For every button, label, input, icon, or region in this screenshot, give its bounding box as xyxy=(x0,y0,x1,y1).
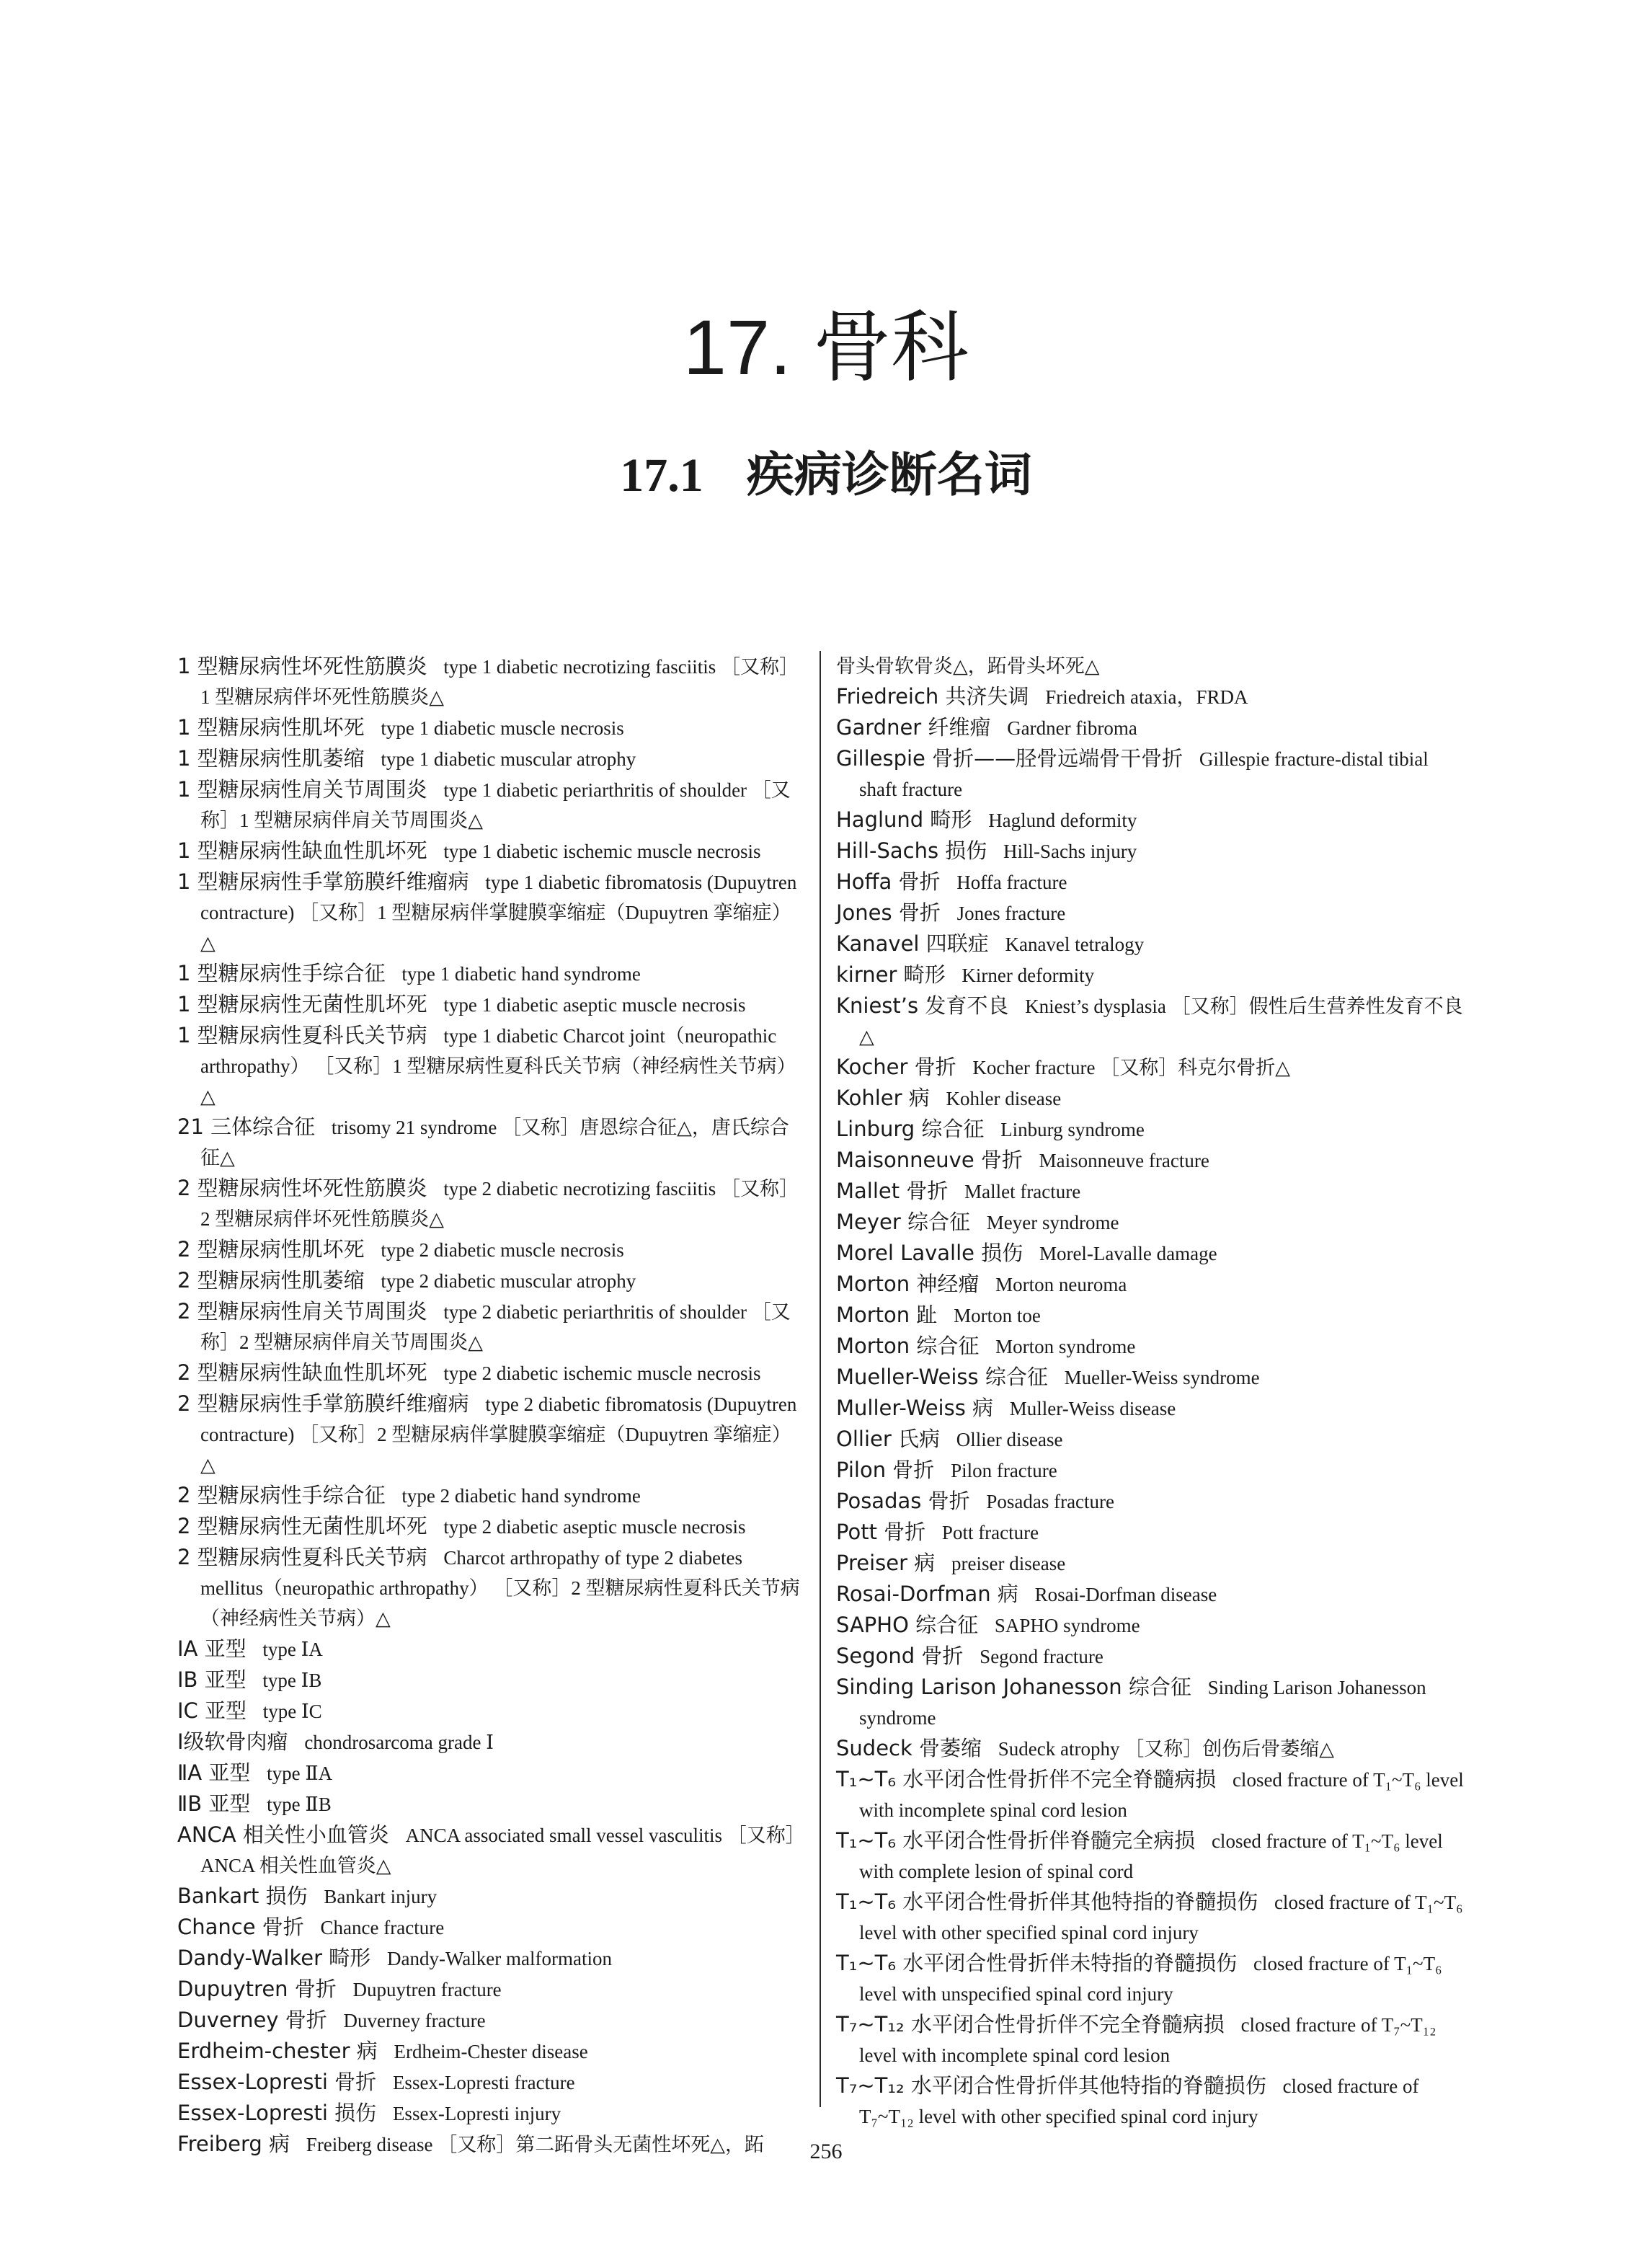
glossary-entry xyxy=(836,1083,1470,1114)
glossary-entry xyxy=(836,1393,1470,1424)
glossary-entry xyxy=(177,1234,806,1265)
entry-english: type 2 diabetic muscular atrophy xyxy=(381,1270,636,1292)
glossary-entry xyxy=(836,1825,1470,1887)
entry-english: Sudeck atrophy xyxy=(998,1738,1120,1760)
entry-term: ⅡA 亚型 xyxy=(177,1760,251,1785)
glossary-entry xyxy=(836,1455,1470,1486)
entry-note: ［又称］1 型糖尿病伴坏死性筋膜炎△ xyxy=(200,656,799,708)
entry-note: ［又称］2 型糖尿病伴掌腱膜挛缩症（Dupuytren 挛缩症）△ xyxy=(200,1424,791,1476)
entry-term: Linburg 综合征 xyxy=(836,1117,985,1141)
glossary-entry xyxy=(177,866,806,958)
entry-term: Haglund 畸形 xyxy=(836,807,972,832)
entry-term: 1 型糖尿病性无菌性肌坏死 xyxy=(177,992,427,1016)
glossary-entry xyxy=(836,835,1470,866)
entry-note: ［又称］2 型糖尿病伴肩关节周围炎△ xyxy=(200,1301,791,1353)
entry-english: preiser disease xyxy=(951,1553,1066,1574)
entry-english: Linburg syndrome xyxy=(1000,1119,1145,1140)
entry-term: 2 型糖尿病性肩关节周围炎 xyxy=(177,1299,427,1324)
right-column xyxy=(836,651,1470,2132)
glossary-entry xyxy=(836,959,1470,990)
glossary-entry xyxy=(836,990,1470,1052)
glossary-entry xyxy=(177,1727,806,1758)
glossary-entry xyxy=(836,1641,1470,1672)
glossary-entry xyxy=(836,897,1470,928)
entry-term: Chance 骨折 xyxy=(177,1915,304,1939)
entry-english: Pott fracture xyxy=(941,1522,1039,1543)
glossary-entry xyxy=(177,1511,806,1542)
entry-term: T₁~T₆ 水平闭合性骨折伴其他特指的脊髓损伤 xyxy=(836,1889,1258,1914)
entry-term: 1 型糖尿病性肩关节周围炎 xyxy=(177,777,427,802)
entry-english: Morton toe xyxy=(954,1305,1041,1326)
glossary-entry xyxy=(177,1881,806,1912)
entry-term: T₁~T₆ 水平闭合性骨折伴脊髓完全病损 xyxy=(836,1828,1196,1853)
entry-term: Mallet 骨折 xyxy=(836,1179,949,1203)
glossary-entry xyxy=(177,1943,806,1974)
entry-term: SAPHO 综合征 xyxy=(836,1613,979,1637)
entry-term: 1 型糖尿病性缺血性肌坏死 xyxy=(177,838,427,863)
glossary-entry xyxy=(836,1887,1470,1948)
entry-english: Freiberg disease xyxy=(306,2134,433,2155)
entry-term: Hill-Sachs 损伤 xyxy=(836,838,987,863)
glossary-entry xyxy=(836,1362,1470,1393)
entry-note: ［又称］唐恩综合征△，唐氏综合征△ xyxy=(200,1117,789,1169)
glossary-entry xyxy=(177,1974,806,2005)
section-name: 疾病诊断名词 xyxy=(746,449,1032,502)
entry-note: ［又称］创伤后骨萎缩△ xyxy=(1124,1738,1334,1760)
section-title xyxy=(0,436,1652,505)
entry-english: Charcot arthropathy of type 2 diabetes mellitus（neuropathic arthropathy） xyxy=(200,1547,743,1599)
glossary-entry xyxy=(836,866,1470,897)
glossary-entry xyxy=(836,1238,1470,1269)
glossary-entry xyxy=(177,1912,806,1943)
entry-term: Dandy-Walker 畸形 xyxy=(177,1946,371,1970)
entry-term: 2 型糖尿病性肌萎缩 xyxy=(177,1268,365,1293)
entry-term: ANCA 相关性小血管炎 xyxy=(177,1822,389,1847)
entry-english: Sinding Larison Johanesson syndrome xyxy=(859,1677,1426,1729)
entry-english: Dupuytren fracture xyxy=(352,1979,502,2000)
entry-term: Meyer 综合征 xyxy=(836,1210,971,1234)
entry-english: type ⅡA xyxy=(267,1763,333,1784)
entry-english: type 1 diabetic muscle necrosis xyxy=(381,717,624,739)
entry-term: Friedreich 共济失调 xyxy=(836,684,1029,709)
entry-english: Essex-Lopresti fracture xyxy=(392,2072,575,2093)
entry-term: Bankart 损伤 xyxy=(177,1884,308,1908)
entry-english: closed fracture of T₁~T₆ level with unspecified spinal cord injury xyxy=(859,1953,1442,2005)
entry-term: ⅠB 亚型 xyxy=(177,1667,247,1692)
entry-term: Morton 趾 xyxy=(836,1303,938,1327)
glossary-entry xyxy=(836,1610,1470,1641)
entry-english: type 2 diabetic hand syndrome xyxy=(401,1485,641,1507)
entry-term: Ⅰ级软骨肉瘤 xyxy=(177,1729,288,1754)
entry-english: Kirner deformity xyxy=(962,965,1095,986)
entry-term: Essex-Lopresti 骨折 xyxy=(177,2070,377,2094)
entry-english: Morel-Lavalle damage xyxy=(1039,1243,1217,1264)
entry-note: ［又称］1 型糖尿病性夏科氏关节病（神经病性关节病）△ xyxy=(200,1055,796,1107)
entry-term: Kniest’s 发育不良 xyxy=(836,993,1009,1018)
entry-term: 2 型糖尿病性肌坏死 xyxy=(177,1237,365,1262)
entry-term: 2 型糖尿病性坏死性筋膜炎 xyxy=(177,1176,427,1200)
entry-term: T₇~T₁₂ 水平闭合性骨折伴不完全脊髓病损 xyxy=(836,2012,1225,2036)
entry-term: Morel Lavalle 损伤 xyxy=(836,1241,1023,1265)
glossary-entry xyxy=(836,1207,1470,1238)
glossary-entry xyxy=(836,1764,1470,1825)
glossary-entry xyxy=(836,1145,1470,1176)
entry-english: type ⅠC xyxy=(262,1701,322,1722)
entry-english: Segond fracture xyxy=(980,1646,1103,1667)
entry-english: type 2 diabetic necrotizing fasciitis xyxy=(443,1178,716,1200)
entry-english: type 2 diabetic fibromatosis (Dupuytren contracture) xyxy=(200,1393,797,1445)
glossary-entry xyxy=(177,1020,806,1112)
entry-note: ［又称］科克尔骨折△ xyxy=(1100,1057,1291,1078)
entry-term: Erdheim-chester 病 xyxy=(177,2039,378,2063)
glossary-entry xyxy=(177,1788,806,1819)
entry-term: Morton 综合征 xyxy=(836,1334,980,1358)
entry-english: Kohler disease xyxy=(946,1088,1062,1109)
entry-english: Duverney fracture xyxy=(343,2010,486,2031)
glossary-entry xyxy=(177,712,806,743)
entry-english: Haglund deformity xyxy=(988,810,1137,831)
entry-term: 1 型糖尿病性肌萎缩 xyxy=(177,746,365,771)
entry-english: Hill-Sachs injury xyxy=(1003,841,1137,862)
glossary-entry xyxy=(836,1331,1470,1362)
entry-term: 1 型糖尿病性夏科氏关节病 xyxy=(177,1023,427,1047)
glossary-entry xyxy=(836,1269,1470,1300)
entry-english: closed fracture of T₇~T₁₂ level with other specified spinal cord injury xyxy=(859,2075,1419,2127)
entry-term: Rosai-Dorfman 病 xyxy=(836,1582,1018,1606)
entry-term: 2 型糖尿病性手掌筋膜纤维瘤病 xyxy=(177,1391,469,1416)
entry-term: Posadas 骨折 xyxy=(836,1489,970,1513)
glossary-entry xyxy=(177,1696,806,1727)
entry-english: type ⅡB xyxy=(267,1794,332,1815)
entry-english: type 2 diabetic aseptic muscle necrosis xyxy=(443,1516,746,1538)
entry-note: ［又称］2 型糖尿病伴坏死性筋膜炎△ xyxy=(200,1178,799,1230)
entry-english: Pilon fracture xyxy=(951,1460,1057,1481)
entry-english: type 2 diabetic muscle necrosis xyxy=(381,1239,624,1261)
entry-english: closed fracture of T₁~T₆ level with incomplete spinal cord lesion xyxy=(859,1769,1464,1821)
entry-english: Kanavel tetralogy xyxy=(1005,934,1145,955)
entry-term: Morton 神经瘤 xyxy=(836,1272,980,1296)
glossary-entry xyxy=(177,743,806,774)
entry-term: Segond 骨折 xyxy=(836,1644,964,1668)
entry-term: Pott 骨折 xyxy=(836,1520,926,1544)
entry-term: 1 型糖尿病性手掌筋膜纤维瘤病 xyxy=(177,869,469,894)
glossary-entry xyxy=(836,1948,1470,2009)
entry-english: ANCA associated small vessel vasculitis xyxy=(405,1825,723,1846)
entry-english: Maisonneuve fracture xyxy=(1039,1150,1209,1171)
entry-term: 2 型糖尿病性无菌性肌坏死 xyxy=(177,1514,427,1538)
entry-english: type 1 diabetic necrotizing fasciitis xyxy=(443,656,716,678)
entry-english: chondrosarcoma grade Ⅰ xyxy=(304,1732,494,1753)
glossary-entry xyxy=(177,1480,806,1511)
entry-english: Muller-Weiss disease xyxy=(1009,1398,1176,1419)
section-number: 17.1 xyxy=(620,449,703,502)
glossary-entry xyxy=(836,1733,1470,1764)
glossary-entry xyxy=(177,1819,806,1881)
entry-english: Jones fracture xyxy=(956,903,1066,924)
entry-term: Mueller-Weiss 综合征 xyxy=(836,1365,1048,1389)
entry-term: Ollier 氏病 xyxy=(836,1427,940,1451)
entry-term: Hoffa 骨折 xyxy=(836,869,941,894)
glossary-entry xyxy=(836,805,1470,835)
glossary-entry xyxy=(177,1265,806,1296)
entry-term: Dupuytren 骨折 xyxy=(177,1977,337,2001)
glossary-entry xyxy=(177,2005,806,2036)
entry-english: type 1 diabetic muscular atrophy xyxy=(381,748,636,770)
entry-note: 骨头骨软骨炎△，跖骨头坏死△ xyxy=(836,655,1100,677)
entry-english: Mallet fracture xyxy=(964,1181,1081,1202)
entry-english: type 1 diabetic aseptic muscle necrosis xyxy=(443,994,746,1016)
entry-term: 1 型糖尿病性手综合征 xyxy=(177,961,386,985)
glossary-entry xyxy=(177,1173,806,1234)
glossary-entry xyxy=(836,1424,1470,1455)
entry-term: Gardner 纤维瘤 xyxy=(836,715,991,740)
entry-term: Sudeck 骨萎缩 xyxy=(836,1736,982,1760)
entry-term: kirner 畸形 xyxy=(836,962,946,987)
glossary-entry xyxy=(177,1542,806,1634)
glossary-entry xyxy=(836,743,1470,805)
entry-english: type 2 diabetic periarthritis of shoulder xyxy=(443,1301,747,1323)
left-column xyxy=(177,651,806,2160)
glossary-entry xyxy=(177,1296,806,1357)
entry-term: T₁~T₆ 水平闭合性骨折伴不完全脊髓病损 xyxy=(836,1767,1217,1791)
entry-english: Hoffa fracture xyxy=(956,872,1067,893)
entry-english: type 1 diabetic ischemic muscle necrosis xyxy=(443,841,761,862)
entry-english: Friedreich ataxia，FRDA xyxy=(1045,686,1248,708)
entry-english: type ⅠA xyxy=(262,1639,323,1660)
entry-english: Morton neuroma xyxy=(995,1274,1127,1295)
entry-term: 2 型糖尿病性夏科氏关节病 xyxy=(177,1545,427,1569)
entry-english: closed fracture of T₇~T₁₂ level with incomplete spinal cord lesion xyxy=(859,2014,1436,2066)
entry-note: ［又称］1 型糖尿病伴肩关节周围炎△ xyxy=(200,779,791,831)
entry-english: closed fracture of T₁~T₆ level with other specified spinal cord injury xyxy=(859,1892,1463,1943)
entry-english: Meyer syndrome xyxy=(986,1212,1119,1233)
glossary-entry xyxy=(836,681,1470,712)
glossary-entry xyxy=(177,1388,806,1480)
entry-term: Gillespie 骨折——胫骨远端骨干骨折 xyxy=(836,746,1184,771)
entry-english: type 2 diabetic ischemic muscle necrosis xyxy=(443,1362,761,1384)
glossary-entry xyxy=(836,651,1470,681)
glossary-entry xyxy=(836,928,1470,959)
entry-term: ⅠC 亚型 xyxy=(177,1698,247,1723)
entry-term: Muller-Weiss 病 xyxy=(836,1396,994,1420)
glossary-entry xyxy=(177,1357,806,1388)
entry-english: Mueller-Weiss syndrome xyxy=(1064,1367,1260,1388)
entry-term: Jones 骨折 xyxy=(836,900,941,925)
glossary-entry xyxy=(177,2036,806,2067)
entry-english: type ⅠB xyxy=(262,1670,322,1691)
glossary-entry xyxy=(836,1517,1470,1548)
entry-english: type 1 diabetic fibromatosis (Dupuytren contracture) xyxy=(200,872,797,923)
entry-term: Kocher 骨折 xyxy=(836,1055,956,1079)
entry-term: Pilon 骨折 xyxy=(836,1458,935,1482)
entry-english: type 1 diabetic periarthritis of shoulder xyxy=(443,779,747,801)
entry-note: ［又称］1 型糖尿病伴掌腱膜挛缩症（Dupuytren 挛缩症）△ xyxy=(200,902,791,954)
glossary-entry xyxy=(177,2067,806,2098)
entry-term: Preiser 病 xyxy=(836,1551,936,1575)
entry-english: trisomy 21 syndrome xyxy=(331,1117,497,1138)
entry-term: Maisonneuve 骨折 xyxy=(836,1148,1023,1172)
entry-term: 21 三体综合征 xyxy=(177,1114,316,1139)
glossary-entry xyxy=(836,1052,1470,1083)
entry-english: SAPHO syndrome xyxy=(994,1615,1140,1636)
entry-term: Duverney 骨折 xyxy=(177,2008,327,2032)
entry-english: type 1 diabetic Charcot joint（neuropathic arthropathy） xyxy=(200,1025,777,1077)
entry-english: Posadas fracture xyxy=(986,1491,1115,1512)
entry-term: Kohler 病 xyxy=(836,1086,930,1110)
entry-english: Dandy-Walker malformation xyxy=(386,1948,612,1969)
entry-note: ［又称］2 型糖尿病性夏科氏关节病（神经病性关节病）△ xyxy=(200,1577,800,1629)
glossary-entry xyxy=(177,958,806,989)
glossary-entry xyxy=(177,774,806,835)
entry-term: 2 型糖尿病性手综合征 xyxy=(177,1483,386,1507)
entry-english: Kniest’s dysplasia xyxy=(1025,996,1166,1017)
glossary-entry xyxy=(836,1579,1470,1610)
glossary-entry xyxy=(177,1665,806,1696)
entry-english: Chance fracture xyxy=(320,1917,445,1938)
entry-term: Essex-Lopresti 损伤 xyxy=(177,2101,377,2125)
entry-term: ⅠA 亚型 xyxy=(177,1636,247,1661)
glossary-entry xyxy=(177,2098,806,2129)
chapter-title: 17. 骨科 xyxy=(683,303,969,391)
entry-term: 1 型糖尿病性肌坏死 xyxy=(177,715,365,740)
glossary-entry xyxy=(836,1548,1470,1579)
entry-term: Sinding Larison Johanesson 综合征 xyxy=(836,1675,1191,1699)
entry-note: ［又称］ANCA 相关性血管炎△ xyxy=(200,1825,805,1876)
glossary-entry xyxy=(177,835,806,866)
entry-term: Freiberg 病 xyxy=(177,2132,290,2156)
page-number: 256 xyxy=(809,2140,843,2163)
entry-term: Kanavel 四联症 xyxy=(836,931,989,956)
column-divider xyxy=(820,651,821,2107)
glossary-entry xyxy=(836,1486,1470,1517)
entry-term: ⅡB 亚型 xyxy=(177,1791,251,1816)
entry-term: T₇~T₁₂ 水平闭合性骨折伴其他特指的脊髓损伤 xyxy=(836,2073,1266,2098)
glossary-entry xyxy=(177,651,806,712)
glossary-entry xyxy=(836,2070,1470,2132)
glossary-entry xyxy=(836,1114,1470,1145)
entry-english: Rosai-Dorfman disease xyxy=(1034,1584,1217,1605)
glossary-entry xyxy=(177,989,806,1020)
entry-english: closed fracture of T₁~T₆ level with complete lesion of spinal cord xyxy=(859,1830,1443,1882)
glossary-entry xyxy=(836,712,1470,743)
glossary-entry xyxy=(836,1176,1470,1207)
glossary-entry xyxy=(177,1634,806,1665)
entry-english: Morton syndrome xyxy=(995,1336,1136,1357)
entry-english: type 1 diabetic hand syndrome xyxy=(401,963,641,985)
entry-english: Gillespie fracture-distal tibial shaft fracture xyxy=(859,748,1429,800)
glossary-entry xyxy=(836,1672,1470,1733)
entry-english: Gardner fibroma xyxy=(1007,717,1137,739)
entry-english: Kocher fracture xyxy=(972,1057,1096,1078)
glossary-entry xyxy=(836,2009,1470,2070)
glossary-entry xyxy=(177,1758,806,1788)
entry-note: ［又称］第二跖骨头无菌性坏死△，跖 xyxy=(438,2134,765,2155)
entry-english: Ollier disease xyxy=(956,1429,1063,1450)
entry-english: Essex-Lopresti injury xyxy=(392,2103,561,2124)
entry-term: 1 型糖尿病性坏死性筋膜炎 xyxy=(177,654,427,678)
glossary-entry xyxy=(836,1300,1470,1331)
entry-english: Bankart injury xyxy=(324,1886,438,1907)
entry-english: Erdheim-Chester disease xyxy=(394,2041,588,2062)
entry-term: T₁~T₆ 水平闭合性骨折伴未特指的脊髓损伤 xyxy=(836,1951,1238,1975)
entry-note: ［又称］假性后生营养性发育不良△ xyxy=(859,996,1463,1047)
entry-term: 2 型糖尿病性缺血性肌坏死 xyxy=(177,1360,427,1385)
glossary-entry xyxy=(177,1112,806,1173)
